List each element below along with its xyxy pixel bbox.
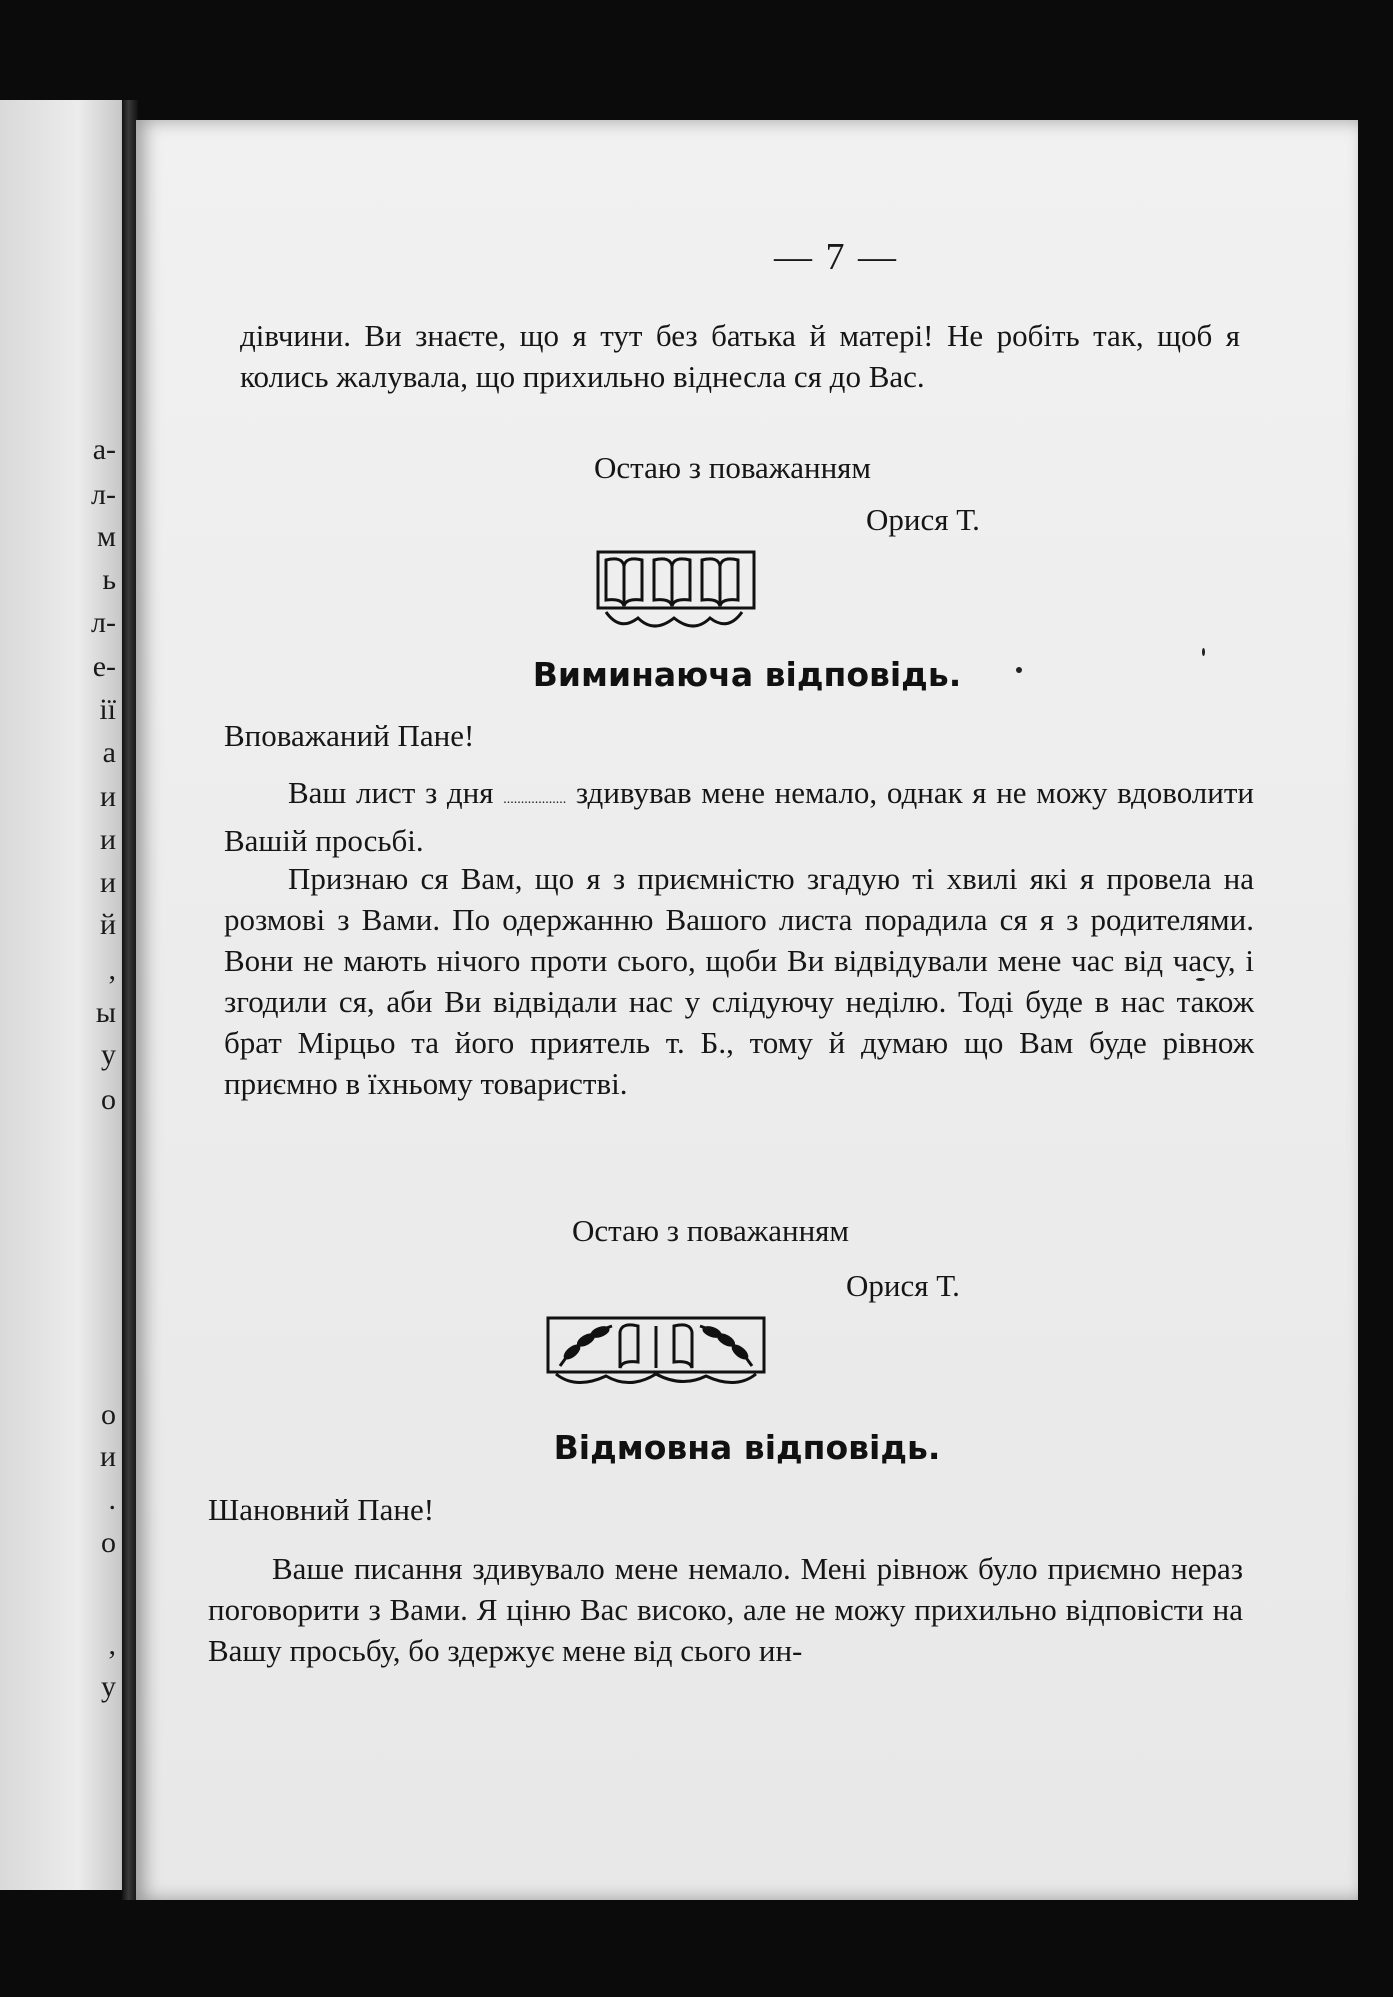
fragment: й — [99, 908, 116, 941]
page-number: — 7 — — [774, 236, 898, 278]
fragment: и — [99, 866, 116, 899]
closing-regards: Остаю з поважанням — [594, 450, 872, 485]
letter-paragraph — [224, 772, 1254, 861]
fragment: ы — [95, 996, 116, 1029]
signature: Орися Т. — [866, 502, 980, 537]
letter-paragraph: Признаю ся Вам, що я з приємністю згадую ті хвилі які я провела на розмові з Вами. По одержанню Вашого листа порадила ся я з родителями. Вони не мають нічого проти сього, щоби Ви відвідували мене час від часу, і згодили ся, аби Ви відвідали нас у слідуючу неділю. Тоді буде в нас також брат Мірцьо та його приятель т. Б., тому й думаю що Вам буде рівнож приємно в їхньому товаристві. — [224, 861, 1254, 1101]
fragment: м — [97, 520, 116, 553]
section-title: Відмовна відповідь. — [553, 1428, 941, 1467]
fragment: и — [99, 1440, 116, 1473]
fragment: и — [99, 780, 116, 813]
book-page — [136, 120, 1358, 1900]
dust-speck — [1196, 978, 1205, 981]
fragment: о — [101, 1398, 116, 1431]
dust-speck — [1202, 648, 1205, 656]
fragment: , — [108, 953, 116, 986]
date-blank: .................. — [503, 792, 567, 807]
fragment: ії — [99, 693, 116, 726]
fragment: и — [99, 823, 116, 856]
fragment: у — [101, 1038, 116, 1071]
fragment: у — [101, 1670, 116, 1703]
dust-speck — [1016, 667, 1022, 673]
previous-page-edge — [0, 100, 130, 1890]
fragment: ь — [102, 563, 116, 596]
fragment: . — [108, 1483, 116, 1516]
paragraph-text: здивував мене немало, однак я не можу вдоволити Вашій просьбі. — [224, 775, 1255, 858]
leaf-book-ornament-icon — [546, 1316, 766, 1390]
previous-page-text-fragments — [76, 100, 116, 1890]
closing-regards: Остаю з поважанням — [572, 1213, 850, 1248]
signature: Орися Т. — [846, 1268, 960, 1303]
salutation: Вповажаний Пане! — [224, 718, 475, 753]
fragment: о — [101, 1526, 116, 1559]
fragment: а — [102, 736, 116, 769]
paragraph-text: Ваш лист з дня — [288, 775, 494, 810]
fragment: а- — [92, 433, 116, 466]
fragment: е- — [92, 650, 116, 683]
salutation: Шановний Пане! — [208, 1492, 435, 1527]
letter-paragraph: Ваше писання здивувало мене немало. Мені рівнож було приємно нераз поговорити з Вами. Я ціню Вас високо, але не можу прихильно відповісти на Вашу просьбу, бо здержує мене від сього ин- — [208, 1551, 1243, 1668]
continuation-paragraph: дівчини. Ви знаєте, що я тут без батька й матері! Не робіть так, щоб я колись жалувала, що прихильно віднесла ся до Вас. — [240, 318, 1240, 394]
fragment: л- — [91, 606, 116, 639]
section-title: Виминаюча відповідь. — [532, 655, 962, 694]
book-ornament-icon — [596, 550, 756, 634]
fragment: о — [101, 1083, 116, 1116]
fragment: л- — [91, 478, 116, 511]
fragment: , — [108, 1628, 116, 1661]
